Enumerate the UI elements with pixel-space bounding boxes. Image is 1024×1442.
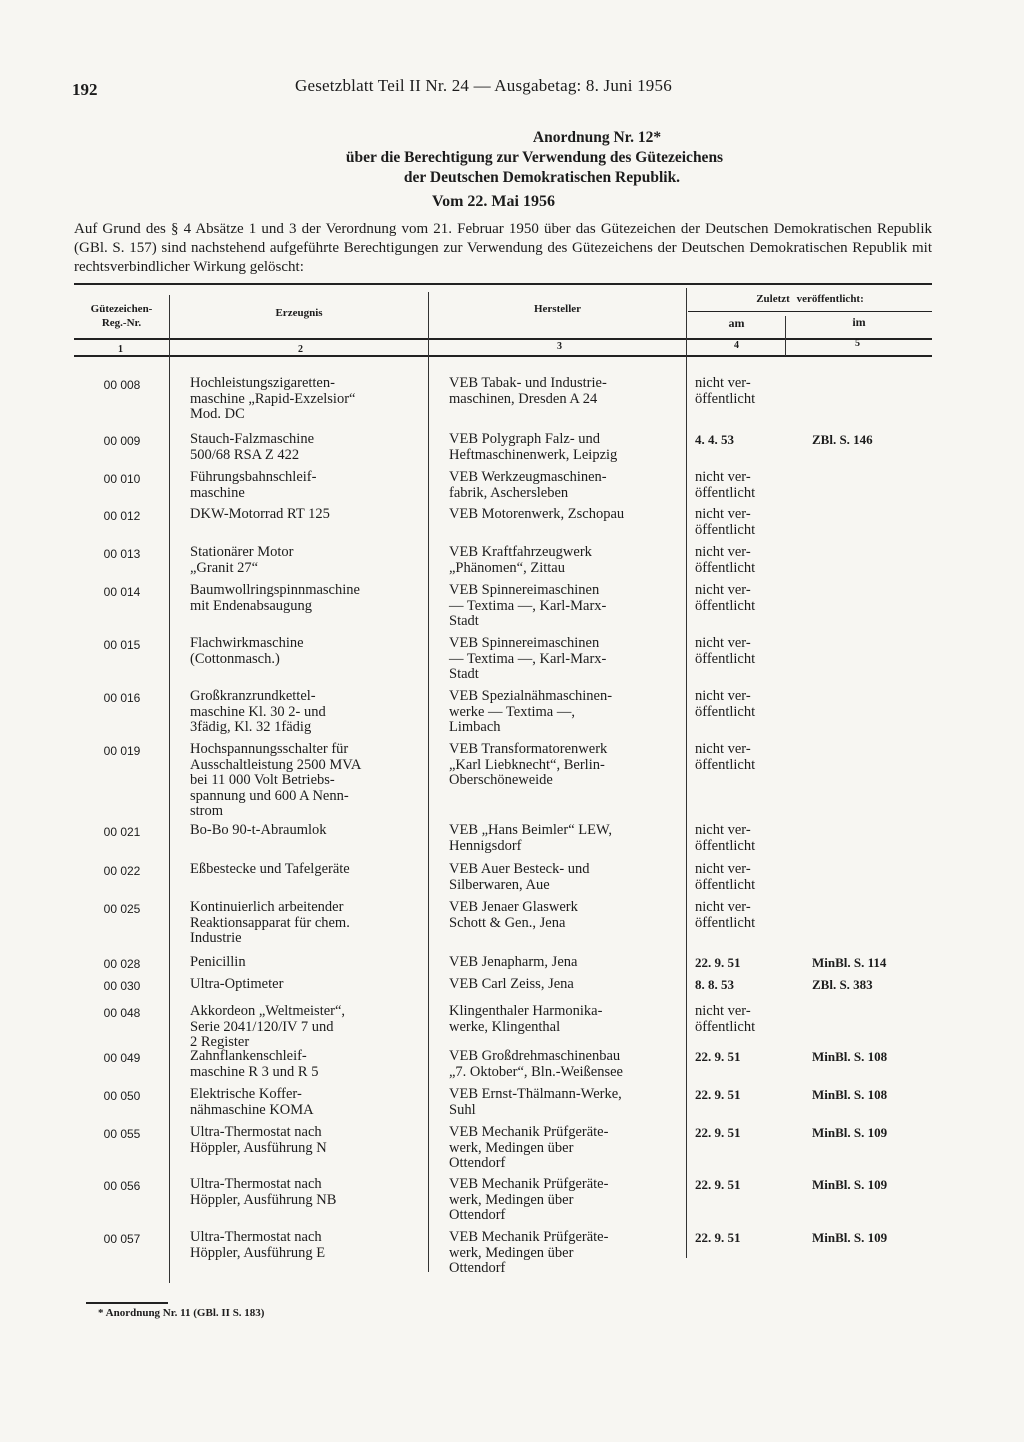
published-date: nicht ver- öffentlicht <box>695 688 756 720</box>
published-date: nicht ver- öffentlicht <box>695 635 756 667</box>
published-date: 22. 9. 51 <box>695 1125 741 1140</box>
manufacturer: VEB Mechanik Prüfgeräte- werk, Medingen über Ottendorf <box>449 1229 609 1276</box>
published-in: MinBl. S. 109 <box>812 1230 888 1245</box>
colnum-4: 4 <box>734 340 739 351</box>
manufacturer: VEB Transformatorenwerk „Karl Liebknecht“, Berlin- Oberschöneweide <box>449 741 608 788</box>
published-date: 22. 9. 51 <box>695 1087 741 1102</box>
published-in: ZBl. S. 146 <box>812 432 873 447</box>
header-maker: Hersteller <box>533 303 582 315</box>
title-line-3: der Deutschen Demokratischen Republik. <box>403 169 681 186</box>
product-name: Stauch-Falzmaschine 500/68 RSA Z 422 <box>190 431 315 463</box>
reg-number: 00 015 <box>103 638 141 652</box>
product-name: Führungsbahnschleif- maschine <box>190 469 317 501</box>
product-name: Kontinuierlich arbeitender Reaktionsapparat für chem. Industrie <box>190 899 350 946</box>
product-name: Ultra-Thermostat nach Höppler, Ausführung NB <box>190 1176 337 1208</box>
col-divider-1 <box>169 295 170 1283</box>
reg-number: 00 010 <box>103 472 141 486</box>
manufacturer: VEB Polygraph Falz- und Heftmaschinenwerk, Leipzig <box>449 431 618 463</box>
footnote-rule <box>86 1302 168 1304</box>
manufacturer: VEB Carl Zeiss, Jena <box>449 976 574 992</box>
manufacturer: VEB Spezialnähmaschinen- werke — Textima —, Limbach <box>449 688 613 735</box>
product-name: Ultra-Thermostat nach Höppler, Ausführung N <box>190 1124 327 1156</box>
colnum-1: 1 <box>118 344 123 355</box>
product-name: Baumwollringspinnmaschine mit Endenabsaugung <box>190 582 360 614</box>
running-title: Gesetzblatt Teil II Nr. 24 — Ausgabetag: 8. Juni 1956 <box>295 76 672 95</box>
manufacturer: VEB Auer Besteck- und Silberwaren, Aue <box>449 861 590 893</box>
published-date: nicht ver- öffentlicht <box>695 899 756 931</box>
product-name: Bo-Bo 90-t-Abraumlok <box>190 822 327 838</box>
col-divider-2 <box>428 292 429 1272</box>
reg-number: 00 055 <box>103 1127 141 1141</box>
header-reg: Gütezeichen- Reg.-Nr. <box>90 303 153 329</box>
reg-number: 00 057 <box>103 1232 141 1246</box>
document-date: Vom 22. Mai 1956 <box>432 193 555 210</box>
manufacturer: VEB Motorenwerk, Zschopau <box>449 506 625 522</box>
manufacturer: VEB Jenaer Glaswerk Schott & Gen., Jena <box>449 899 578 931</box>
intro-paragraph: Auf Grund des § 4 Absätze 1 und 3 der Verordnung vom 21. Februar 1950 über das Gütezeichen der Deutschen Demokratischen Republik (GBl. S. 157) sind nachstehend aufgeführte Berechtigungen zur Verwendung des Gütezeichens der Deutschen Demokratischen Republik mit rechtsverbindlicher Wirkung gelöscht: <box>74 221 932 275</box>
colnum-3: 3 <box>557 341 562 352</box>
product-name: Akkordeon „Weltmeister“, Serie 2041/120/IV 7 und 2 Register <box>190 1003 346 1050</box>
published-in: MinBl. S. 108 <box>812 1049 888 1064</box>
published-date: nicht ver- öffentlicht <box>695 582 756 614</box>
reg-number: 00 013 <box>103 547 141 561</box>
product-name: Ultra-Optimeter <box>190 976 284 992</box>
product-name: Hochleistungszigaretten- maschine „Rapid-Exzelsior“ Mod. DC <box>190 375 356 422</box>
product-name: Hochspannungsschalter für Ausschaltleistung 2500 MVA bei 11 000 Volt Betriebs- spannung und 600 A Nenn- strom <box>190 741 362 819</box>
manufacturer: VEB Mechanik Prüfgeräte- werk, Medingen über Ottendorf <box>449 1124 609 1171</box>
colnum-2: 2 <box>298 344 303 355</box>
published-date: 22. 9. 51 <box>695 1177 741 1192</box>
reg-number: 00 030 <box>103 979 141 993</box>
header-published: Zuletzt veröffentlicht: <box>756 293 864 305</box>
colnum-5: 5 <box>855 338 860 349</box>
manufacturer: VEB Mechanik Prüfgeräte- werk, Medingen über Ottendorf <box>449 1176 609 1223</box>
manufacturer: VEB Werkzeugmaschinen- fabrik, Aschersleben <box>449 469 607 501</box>
product-name: Penicillin <box>190 954 246 970</box>
reg-number: 00 025 <box>103 902 141 916</box>
published-sub-rule <box>688 311 932 312</box>
reg-number: 00 016 <box>103 691 141 705</box>
published-in: ZBl. S. 383 <box>812 977 873 992</box>
published-date: nicht ver- öffentlicht <box>695 741 756 773</box>
product-name: Eßbestecke und Tafelgeräte <box>190 861 350 877</box>
published-date: 22. 9. 51 <box>695 1049 741 1064</box>
product-name: Stationärer Motor „Granit 27“ <box>190 544 294 576</box>
published-date: nicht ver- öffentlicht <box>695 506 756 538</box>
product-name: Großkranzrundkettel- maschine Kl. 30 2- und 3fädig, Kl. 32 1fädig <box>190 688 326 735</box>
title-line-1: Anordnung Nr. 12* <box>532 129 662 146</box>
document-title <box>0 128 1024 188</box>
reg-number: 00 048 <box>103 1006 141 1020</box>
manufacturer: Klingenthaler Harmonika- werke, Klingenthal <box>449 1003 603 1035</box>
published-date: nicht ver- öffentlicht <box>695 375 756 407</box>
published-date: nicht ver- öffentlicht <box>695 822 756 854</box>
reg-number: 00 022 <box>103 864 141 878</box>
reg-number: 00 056 <box>103 1179 141 1193</box>
published-date: nicht ver- öffentlicht <box>695 1003 756 1035</box>
header-im: im <box>852 315 866 329</box>
product-name: DKW-Motorrad RT 125 <box>190 506 330 522</box>
header-am: am <box>728 316 745 330</box>
published-date: nicht ver- öffentlicht <box>695 544 756 576</box>
manufacturer: VEB Ernst-Thälmann-Werke, Suhl <box>449 1086 622 1118</box>
manufacturer: VEB Tabak- und Industrie- maschinen, Dresden A 24 <box>449 375 607 407</box>
reg-number: 00 021 <box>103 825 141 839</box>
product-name: Ultra-Thermostat nach Höppler, Ausführung E <box>190 1229 326 1261</box>
reg-number: 00 049 <box>103 1051 141 1065</box>
col-divider-3 <box>686 288 687 1258</box>
published-date: 22. 9. 51 <box>695 1230 741 1245</box>
reg-number: 00 019 <box>103 744 141 758</box>
manufacturer: VEB Spinnereimaschinen — Textima —, Karl-Marx- Stadt <box>449 582 607 629</box>
published-date: nicht ver- öffentlicht <box>695 861 756 893</box>
reg-number: 00 014 <box>103 585 141 599</box>
header-product: Erzeugnis <box>275 307 323 319</box>
published-in: MinBl. S. 108 <box>812 1087 888 1102</box>
reg-number: 00 009 <box>103 434 141 448</box>
title-line-2: über die Berechtigung zur Verwendung des Gütezeichens <box>345 149 724 166</box>
reg-number: 00 008 <box>103 378 141 392</box>
published-in: MinBl. S. 114 <box>812 955 887 970</box>
reg-number: 00 050 <box>103 1089 141 1103</box>
product-name: Zahnflankenschleif- maschine R 3 und R 5 <box>190 1048 319 1080</box>
published-date: nicht ver- öffentlicht <box>695 469 756 501</box>
published-date: 8. 8. 53 <box>695 977 734 992</box>
reg-number: 00 028 <box>103 957 141 971</box>
product-name: Elektrische Koffer- nähmaschine KOMA <box>190 1086 314 1118</box>
reg-number: 00 012 <box>103 509 141 523</box>
manufacturer: VEB Großdrehmaschinenbau „7. Oktober“, Bln.-Weißensee <box>449 1048 623 1080</box>
manufacturer: VEB „Hans Beimler“ LEW, Hennigsdorf <box>449 822 612 854</box>
published-date: 4. 4. 53 <box>695 432 734 447</box>
manufacturer: VEB Spinnereimaschinen — Textima —, Karl-Marx- Stadt <box>449 635 607 682</box>
published-date: 22. 9. 51 <box>695 955 741 970</box>
published-in: MinBl. S. 109 <box>812 1125 888 1140</box>
table-top-rule <box>74 283 932 285</box>
table-header-rule <box>74 338 932 340</box>
manufacturer: VEB Jenapharm, Jena <box>449 954 578 970</box>
manufacturer: VEB Kraftfahrzeugwerk „Phänomen“, Zittau <box>449 544 592 576</box>
published-in: MinBl. S. 109 <box>812 1177 888 1192</box>
page-number: 192 <box>72 80 98 99</box>
footnote: * Anordnung Nr. 11 (GBl. II S. 183) <box>98 1307 265 1319</box>
table-colnum-rule <box>74 355 932 357</box>
product-name: Flachwirkmaschine (Cottonmasch.) <box>190 635 304 667</box>
